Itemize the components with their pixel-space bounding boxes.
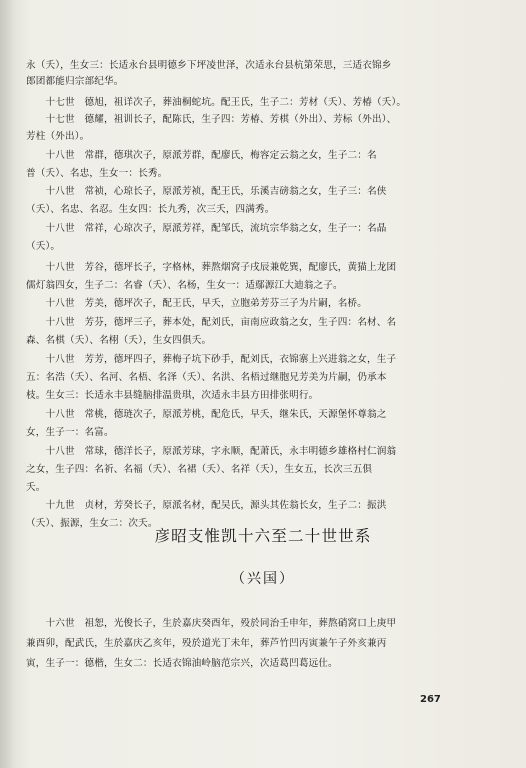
section-subtitle: （兴国） (231, 571, 295, 587)
page-number: 267 (420, 694, 441, 705)
text-line: 十九世 贞材，芳癸长子，原派名材，配吴氏，源头其佐翁长女，生子二：振洪 (26, 500, 387, 511)
text-line: 女，生子一：名富。 (26, 427, 114, 438)
text-line: 十七世 德旭，祖详次子，葬油桐蛇坑。配王氏，生子二：芳材（夭）、芳椿（夭）。 (26, 97, 407, 108)
text-line: 森、名棋（夭）、名栩（夭），生女四俱夭。 (26, 335, 212, 346)
text-line: 十八世 芳谷，德坪长子，字格林，葬熬烟窝子戌辰兼乾巽，配廖氏，黄猫上龙团 (26, 262, 397, 273)
text-line: 枝。生女三：长适永丰县缝脑排温贵琪，次适永丰县方田排张明行。 (26, 390, 319, 401)
text-line: 十八世 芳美，德坪次子，配王氏，早夭，立胞弟芳芬三子为片嗣，名桥。 (26, 298, 368, 309)
text-line: 芳柱（外出）。 (26, 131, 90, 142)
text-line: 永（夭），生女三：长适永台县明德乡下坪凌世泽，次适永台县杭第荣思，三适衣锦乡 (26, 60, 392, 71)
text-line: 十八世 常球，德洋长子，原派芳球，字永顺，配萧氏，永丰明德乡雄格村仁润翁 (26, 446, 397, 457)
text-line: 十八世 常祯，心琼长子，原派芳祯，配王氏，乐溪吉磅翁之女，生子三：名侠 (26, 186, 387, 197)
text-line: 十八世 常祥，心琼次子，原派芳祥，配邹氏，流坑宗华翁之女，生子一：名晶 (26, 223, 387, 234)
text-line: 兼酉卯，配武氏，生於嘉庆乙亥年，殁於道光丁未年，葬芦竹凹丙寅兼午子外亥兼丙 (26, 638, 387, 649)
section-title: 彦昭支惟凯十六至二十世世系 (154, 527, 372, 545)
text-line: （夭）、振源，生女二：次夭。 (26, 518, 158, 529)
text-line: 寅，生子一：德楷，生女二：长适衣锦油岭脑范宗兴，次适葛凹葛远仕。 (26, 658, 338, 669)
text-line: 十八世 常桃，德琏次子，原派芳桃，配危氏，早夭，继朱氏，天源堡怀尊翁之 (26, 409, 387, 420)
text-line: 普（夭）、名忠，生女一：长秀。 (26, 168, 168, 179)
text-line: （夭）、名忠、名忍。生女四：长九秀，次三夭，四满秀。 (26, 204, 275, 215)
text-line: 五：名浩（夭）、名河、名梧、名泽（夭）、名洪、名梧过继胞兄芳美为片嗣，仍承本 (26, 372, 387, 383)
text-line: 郎团都能归宗部纪华。 (26, 76, 124, 87)
text-line: 儒灯翁四女，生子二：名睿（夭）、名杨，生女一：适鄢源江大迪翁之子。 (26, 280, 343, 291)
text-line: 十八世 芳芬，德坪三子，葬本处，配刘氏，亩南应政翁之女，生子四：名材、名 (26, 317, 397, 328)
text-line: 十六世 祖恕，光俊长子，生於嘉庆癸酉年，殁於同治壬申年，葬熬硝窝口上庚甲 (26, 618, 397, 629)
text-line: 十八世 常群，德琪次子，原派芳群，配廖氏，梅容定云翁之女，生子二：名 (26, 150, 377, 161)
text-line: 之女，生子四：名祈、名福（夭）、名裙（夭）、名祥（夭），生女五，长次三五俱 (26, 464, 373, 475)
text-line: 十八世 芳芳，德坪四子，葬梅子坑下砂手，配刘氏，衣锦寨上兴进翁之女，生子 (26, 354, 397, 365)
text-line: （夭）。 (26, 241, 61, 252)
text-line: 十七世 德耀，祖训长子，配陈氏，生子四：芳椿、芳棋（外出）、芳标（外出）、 (26, 114, 397, 125)
text-line: 夭。 (26, 482, 46, 493)
